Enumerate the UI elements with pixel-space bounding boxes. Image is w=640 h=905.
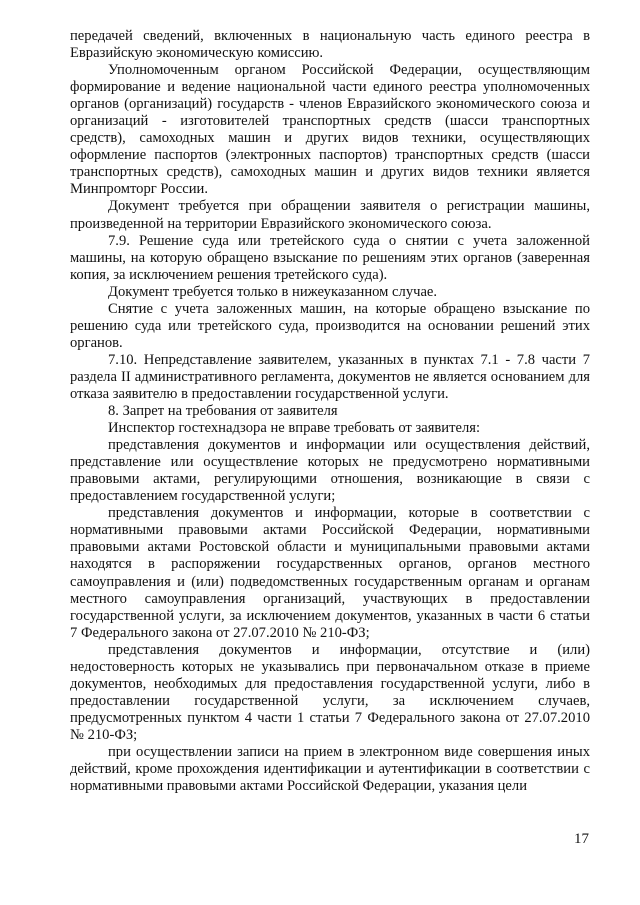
list-item-4: при осуществлении записи на прием в электронном виде совершения иных действий, кроме прохождения идентификации и аутентификации в соответствии с нормативными правовыми актами Российской Федерации, указания цели — [70, 743, 590, 795]
section-heading-8: 8. Запрет на требования от заявителя — [108, 403, 338, 420]
list-item-1: представления документов и информации или осуществления действий, представление или осуществление которых не предусмотрено нормативными правовыми актами, регулирующими отношения, возникающие в связи с предоставлением государственной услуги; — [70, 437, 590, 505]
paragraph-case-note: Документ требуется только в нижеуказанном случае. — [108, 283, 438, 300]
list-item-2: представления документов и информации, которые в соответствии с нормативными правовыми актами Российской Федерации, нормативными правовыми актами Ростовской области и муниципальными правовыми актами находятся в распоряжении государственных органов, органов местного самоуправления и (или) подведомственных государственным органам и органам местного самоуправления организаций, участвующих в предоставлении государственной услуги, за исключением документов, указанных в части 6 статьи 7 Федерального закона от 27.07.2010 № 210-ФЗ; — [70, 505, 590, 641]
paragraph-authorized-body: Уполномоченным органом Российской Федерации, осуществляющим формирование и ведение национальной части единого реестра уполномоченных органов (организаций) государств - членов Евразийского экономического союза и организаций - изготовителей транспортных средств (шасси транспортных средств), самоходных машин и других видов техники, осуществляющих оформление паспортов (электронных паспортов) транспортных средств (шасси транспортных средств), самоходных машин и других видов техники является Минпромторг России. — [70, 62, 590, 198]
paragraph-deregistration: Снятие с учета заложенных машин, на которые обращено взыскание по решению суда или третейского суда, производится на основании решений этих органов. — [70, 300, 590, 351]
paragraph-continuation: передачей сведений, включенных в национальную часть единого реестра в Евразийскую экономическую комиссию. — [70, 28, 590, 62]
paragraph-7-10: 7.10. Непредставление заявителем, указанных в пунктах 7.1 - 7.8 части 7 раздела II административного регламента, документов не является основанием для отказа заявителю в предоставлении государственной услуги. — [70, 351, 590, 402]
document-body — [70, 28, 590, 795]
paragraph-registration-requirement: Документ требуется при обращении заявителя о регистрации машины, произведенной на территории Евразийского экономического союза. — [70, 198, 590, 232]
paragraph-inspector: Инспектор гостехнадзора не вправе требовать от заявителя: — [108, 420, 481, 437]
page-number: 17 — [574, 831, 589, 847]
paragraph-7-9: 7.9. Решение суда или третейского суда о снятии с учета заложенной машины, на которую обращено взыскание по решениям этих органов (заверенная копия, за исключением решения третейского суда). — [70, 232, 590, 283]
list-item-3: представления документов и информации, отсутствие и (или) недостоверность которых не указывались при первоначальном отказе в приеме документов, необходимых для предоставления государственной услуги, либо в предоставлении государственной услуги, за исключением случаев, предусмотренных пунктом 4 части 1 статьи 7 Федерального закона от 27.07.2010 № 210-ФЗ; — [70, 641, 590, 743]
